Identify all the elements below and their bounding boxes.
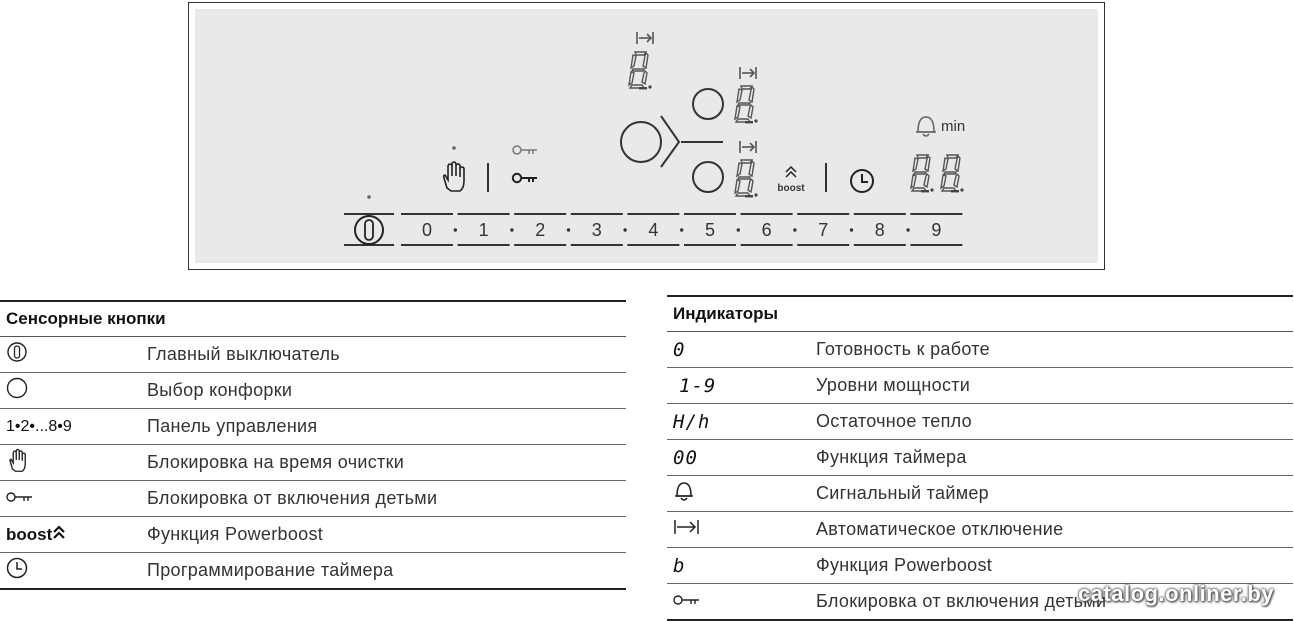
row-label: Остаточное тепло <box>816 404 1293 440</box>
row-label: Блокировка от включения детьми <box>147 481 626 517</box>
touch-buttons-table <box>0 300 626 590</box>
row-label: Сигнальный таймер <box>816 476 1293 512</box>
table-row <box>667 548 1293 584</box>
row-label: Автоматическое отключение <box>816 512 1293 548</box>
table-header: Сенсорные кнопки <box>0 301 626 337</box>
table-row <box>667 332 1293 368</box>
indicator-symbol: 1-9 <box>667 368 816 404</box>
boost-symbol-text: boost <box>6 525 53 544</box>
row-label: Главный выключатель <box>147 337 626 373</box>
table-row <box>667 368 1293 404</box>
burner-display-front-right <box>735 160 758 197</box>
slider-number[interactable]: 4 <box>648 220 659 240</box>
key-icon <box>6 490 34 504</box>
row-label: Функция Powerboost <box>147 517 626 553</box>
table-row <box>667 476 1293 512</box>
slider-number[interactable]: 3 <box>591 220 602 240</box>
watermark: catalog.onliner.by <box>1077 581 1274 606</box>
hand-icon <box>6 448 28 472</box>
burner-select-left[interactable] <box>621 122 661 162</box>
double-chevron-up-icon <box>52 524 66 540</box>
boost-label: boost <box>777 183 805 194</box>
indicator-symbol: b <box>667 548 816 584</box>
row-label: Блокировка от включения детьми <box>816 584 1293 621</box>
key-icon <box>673 593 701 607</box>
burner-select-front-right[interactable] <box>693 162 723 192</box>
slider-number[interactable]: 1 <box>478 220 489 240</box>
slider-number[interactable]: 0 <box>421 220 433 240</box>
main-switch-button[interactable] <box>344 214 394 245</box>
slider-number[interactable]: 2 <box>535 220 546 240</box>
boost-button[interactable] <box>777 167 805 194</box>
slider-dot <box>567 228 570 231</box>
clock-icon[interactable] <box>851 170 873 192</box>
row-label: Панель управления <box>147 409 626 445</box>
slider-number[interactable]: 6 <box>761 220 772 240</box>
control-panel-diagram <box>188 2 1105 270</box>
auto-off-icon <box>637 32 653 44</box>
slider-number[interactable]: 8 <box>874 220 885 240</box>
slider-number[interactable]: 7 <box>818 220 829 240</box>
bell-icon <box>916 117 936 136</box>
auto-off-icon <box>740 141 756 153</box>
table-row <box>0 409 626 445</box>
row-label: Программирование таймера <box>147 553 626 590</box>
panel-drawing <box>195 9 1099 265</box>
slider-dot <box>906 228 909 231</box>
circle-icon <box>6 377 28 399</box>
panel-face <box>195 9 1098 263</box>
row-label: Функция таймера <box>816 440 1293 476</box>
row-label: Готовность к работе <box>816 332 1293 368</box>
table-header: Индикаторы <box>667 296 1293 332</box>
table-row <box>0 517 626 553</box>
table-row <box>667 404 1293 440</box>
table-row <box>0 481 626 517</box>
burner-display-rear-right <box>735 86 758 123</box>
burner-connector <box>661 116 679 167</box>
slider-dot <box>737 228 740 231</box>
timer-display <box>911 155 964 192</box>
table-row <box>0 553 626 590</box>
timer-unit-label: min <box>941 118 966 135</box>
indicator-symbol: H/h <box>667 404 816 440</box>
slider-number[interactable]: 9 <box>931 220 942 240</box>
slider-dot <box>510 228 513 231</box>
key-icon <box>513 146 537 154</box>
row-label: Блокировка на время очистки <box>147 445 626 481</box>
indicator-symbol: 0 <box>667 332 816 368</box>
auto-off-icon <box>740 67 756 79</box>
row-label: Выбор конфорки <box>147 373 626 409</box>
table-row <box>0 337 626 373</box>
slider-numbers <box>422 220 941 240</box>
slider-dot <box>793 228 796 231</box>
slider-number[interactable]: 5 <box>704 220 716 240</box>
clock-icon <box>6 557 28 579</box>
power-switch-icon <box>6 341 28 363</box>
slider-dot <box>680 228 683 231</box>
slider-dot <box>850 228 853 231</box>
row-label: Уровни мощности <box>816 368 1293 404</box>
row-label: Функция Powerboost <box>816 548 1293 584</box>
indicator-symbol: 00 <box>667 440 816 476</box>
slider-dot <box>454 228 457 231</box>
table-row <box>0 445 626 481</box>
auto-off-icon <box>673 518 701 536</box>
key-icon[interactable] <box>513 174 537 182</box>
hand-icon[interactable] <box>444 162 464 191</box>
burner-display-rear-left <box>629 52 652 89</box>
slider-dot <box>623 228 626 231</box>
table-row <box>0 373 626 409</box>
table-row <box>667 440 1293 476</box>
table-row <box>667 512 1293 548</box>
burner-select-rear-right[interactable] <box>693 89 723 119</box>
bell-icon <box>673 480 695 502</box>
slider-symbol: 1•2•...8•9 <box>0 409 147 445</box>
indicators-table <box>667 295 1293 621</box>
